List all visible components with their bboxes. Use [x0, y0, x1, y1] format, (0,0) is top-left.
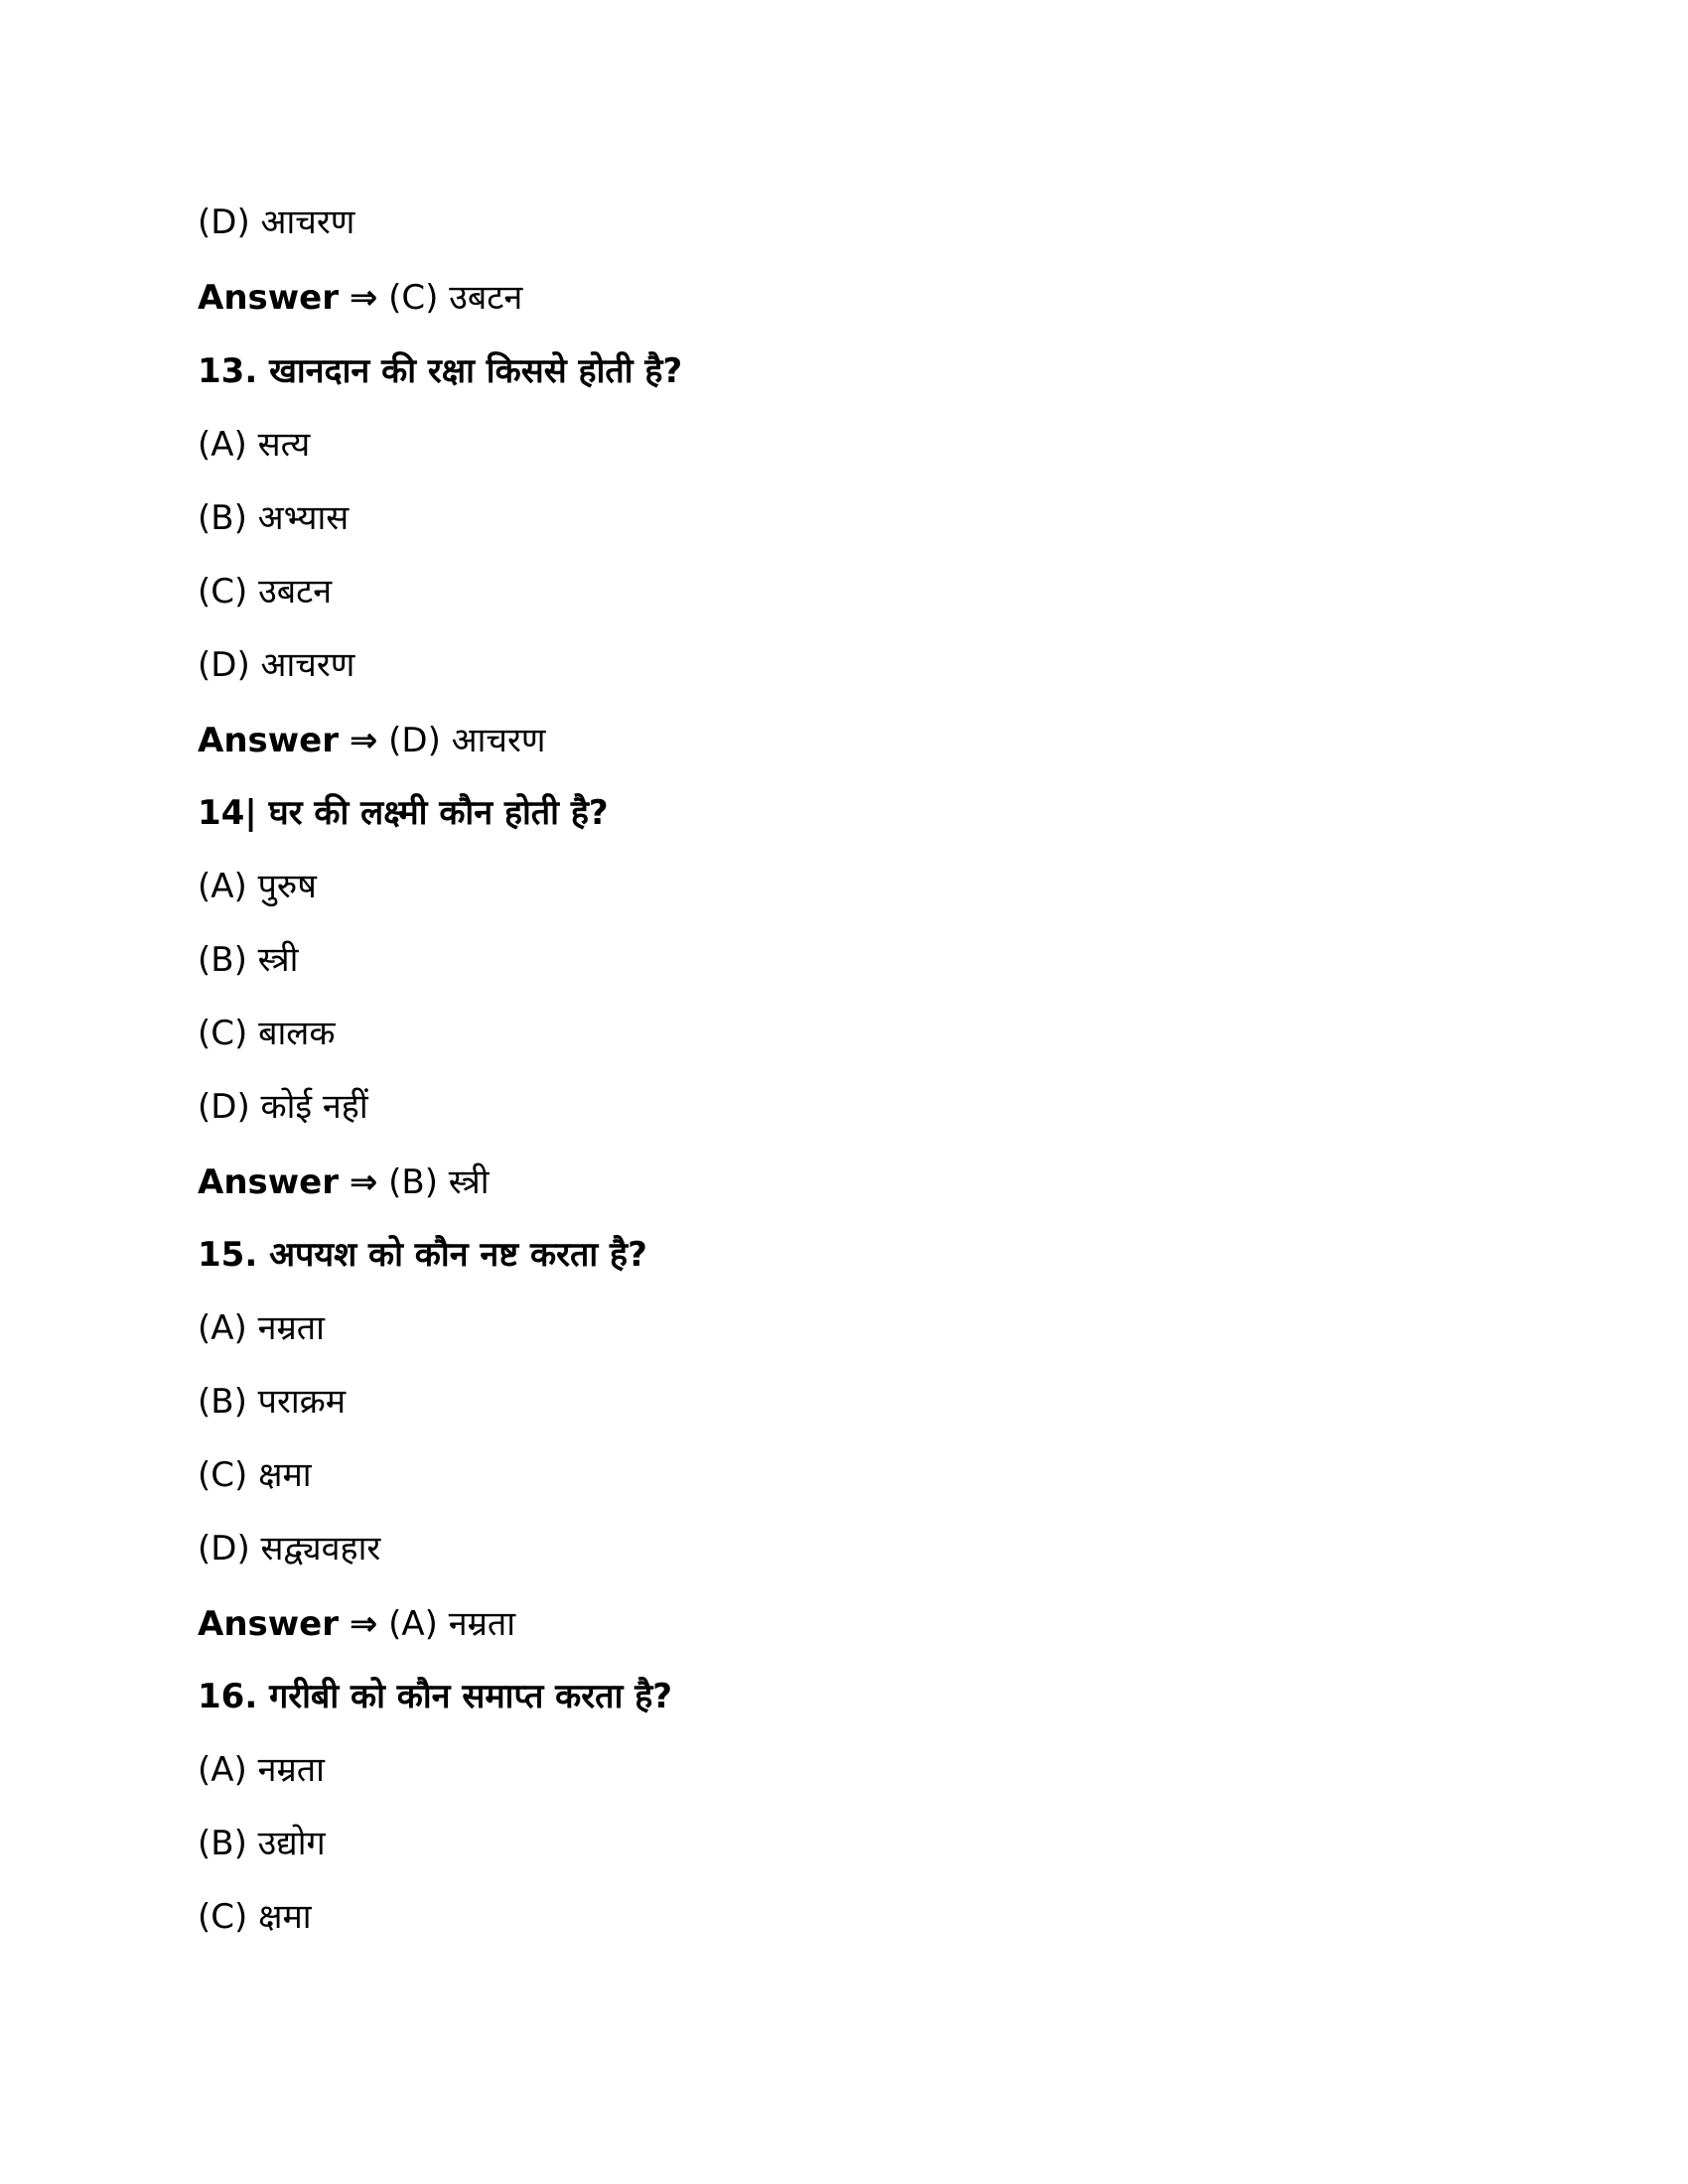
answer-line	[198, 274, 522, 322]
answer-value: (B) स्त्री	[388, 1162, 490, 1202]
answer-label: Answer	[198, 721, 339, 760]
option-d: (D) आचरण	[198, 203, 355, 242]
option-b: (B) उद्योग	[198, 1824, 326, 1863]
answer-label: Answer	[198, 1604, 339, 1644]
option-c: (C) बालक	[198, 1014, 336, 1053]
option-a: (A) सत्य	[198, 425, 311, 465]
option-a: (A) पुरुष	[198, 867, 317, 906]
answer-value: (D) आचरण	[388, 721, 546, 760]
answer-arrow-icon: ⇒	[349, 1604, 378, 1644]
option-b: (B) स्त्री	[198, 940, 299, 980]
answer-line	[198, 1600, 515, 1648]
option-b: (B) पराक्रम	[198, 1382, 347, 1422]
option-a: (A) नम्रता	[198, 1750, 325, 1790]
answer-arrow-icon: ⇒	[349, 1162, 378, 1202]
answer-value: (C) उबटन	[388, 278, 523, 318]
answer-label: Answer	[198, 278, 339, 318]
option-d: (D) आचरण	[198, 645, 355, 685]
question-title: 15. अपयश को कौन नष्ट करता है?	[198, 1235, 647, 1275]
answer-value: (A) नम्रता	[388, 1604, 516, 1644]
answer-label: Answer	[198, 1162, 339, 1202]
question-title: 14| घर की लक्ष्मी कौन होती है?	[198, 793, 609, 833]
option-c: (C) क्षमा	[198, 1897, 312, 1937]
option-d: (D) सद्व्यवहार	[198, 1529, 381, 1569]
answer-line	[198, 717, 545, 764]
option-d: (D) कोई नहीं	[198, 1087, 368, 1127]
option-c: (C) क्षमा	[198, 1455, 312, 1495]
option-b: (B) अभ्यास	[198, 498, 350, 538]
question-title: 16. गरीबी को कौन समाप्त करता है?	[198, 1677, 672, 1716]
question-title: 13. खानदान की रक्षा किससे होती है?	[198, 351, 683, 391]
option-c: (C) उबटन	[198, 572, 333, 612]
option-a: (A) नम्रता	[198, 1308, 325, 1348]
answer-line	[198, 1159, 490, 1206]
answer-arrow-icon: ⇒	[349, 278, 378, 318]
answer-arrow-icon: ⇒	[349, 721, 378, 760]
